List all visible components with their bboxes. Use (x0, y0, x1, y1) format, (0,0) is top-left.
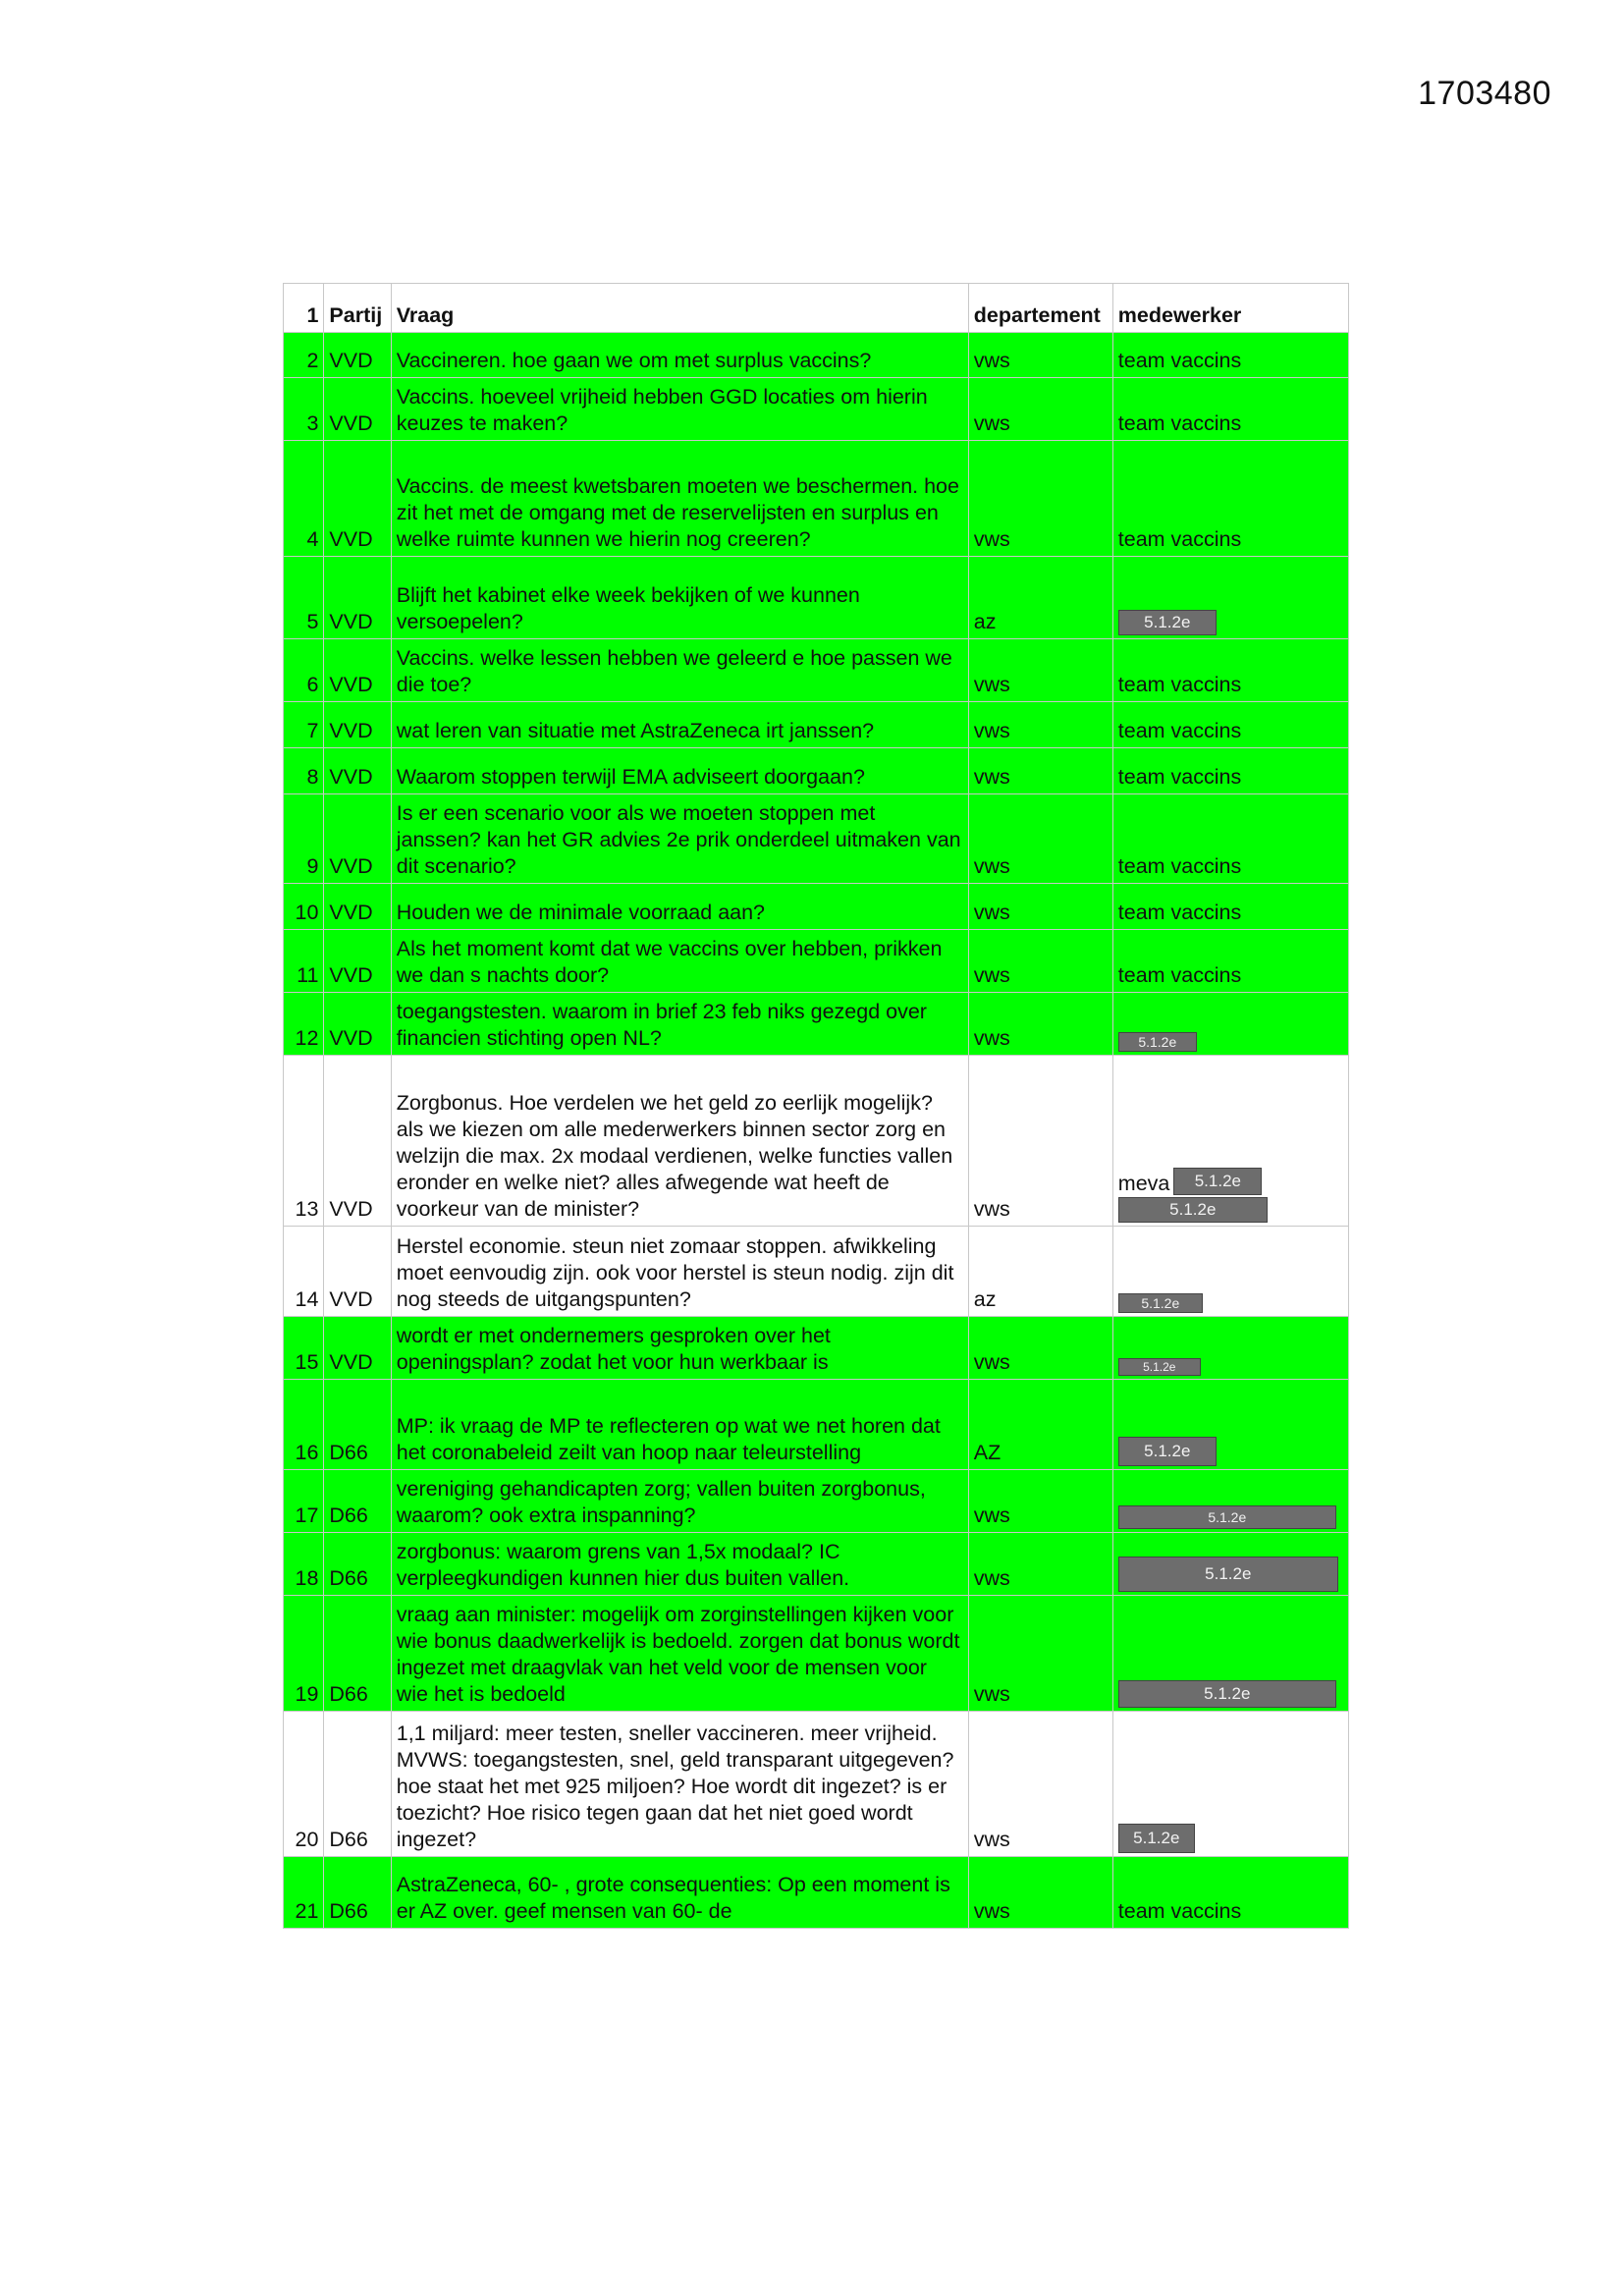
table-row (284, 930, 1349, 993)
employee-stack (1118, 1168, 1343, 1223)
table-row (284, 1380, 1349, 1470)
department-cell: vws (968, 1056, 1112, 1227)
employee-cell (1112, 557, 1348, 639)
row-number: 9 (284, 794, 324, 884)
row-number: 4 (284, 441, 324, 557)
department-cell: vws (968, 748, 1112, 794)
question-cell: toegangstesten. waarom in brief 23 feb niks gezegd over financien stichting open NL? (391, 993, 968, 1056)
question-cell: AstraZeneca, 60- , grote consequenties: Op een moment is er AZ over. geef mensen van 60- de (391, 1857, 968, 1929)
question-cell: MP: ik vraag de MP te reflecteren op wat we net horen dat het coronabeleid zeilt van hoop naar teleurstelling (391, 1380, 968, 1470)
employee-cell (1112, 1712, 1348, 1857)
question-cell: vraag aan minister: mogelijk om zorginstellingen kijken voor wie bonus daadwerkelijk is bedoeld. zorgen dat bonus wordt ingezet met draagvlak van het veld voor de mensen voor wie het is bedoeld (391, 1596, 968, 1712)
party-cell: VVD (324, 557, 391, 639)
row-number: 17 (284, 1470, 324, 1533)
party-cell: VVD (324, 993, 391, 1056)
question-cell: wat leren van situatie met AstraZeneca irt janssen? (391, 702, 968, 748)
redaction-box: 5.1.2e (1118, 1293, 1203, 1313)
party-cell: VVD (324, 1317, 391, 1380)
row-number: 21 (284, 1857, 324, 1929)
department-cell: vws (968, 702, 1112, 748)
header-question: Vraag (391, 284, 968, 333)
table-row (284, 441, 1349, 557)
department-cell: vws (968, 884, 1112, 930)
table-row (284, 993, 1349, 1056)
party-cell: D66 (324, 1470, 391, 1533)
employee-prefix: meva (1117, 1172, 1170, 1195)
table-row (284, 1317, 1349, 1380)
row-number: 10 (284, 884, 324, 930)
row-number: 13 (284, 1056, 324, 1227)
question-cell: 1,1 miljard: meer testen, sneller vaccineren. meer vrijheid. MVWS: toegangstesten, snel, geld transparant uitgegeven? hoe staat het met 925 miljoen? Hoe wordt dit ingezet? is er toezicht? Hoe risico tegen gaan dat het niet goed wordt ingezet? (391, 1712, 968, 1857)
party-cell: D66 (324, 1712, 391, 1857)
questions-table (283, 283, 1349, 1929)
employee-cell: team vaccins (1112, 1857, 1348, 1929)
employee-cell: team vaccins (1112, 748, 1348, 794)
employee-cell: team vaccins (1112, 441, 1348, 557)
row-number: 5 (284, 557, 324, 639)
redaction-box: 5.1.2e (1173, 1168, 1262, 1195)
question-cell: Is er een scenario voor als we moeten stoppen met janssen? kan het GR advies 2e prik onderdeel uitmaken van dit scenario? (391, 794, 968, 884)
department-cell: vws (968, 1596, 1112, 1712)
question-cell: Vaccineren. hoe gaan we om met surplus vaccins? (391, 333, 968, 378)
party-cell: VVD (324, 441, 391, 557)
redaction-box: 5.1.2e (1118, 1437, 1217, 1466)
department-cell: vws (968, 441, 1112, 557)
table-row (284, 702, 1349, 748)
redaction-box: 5.1.2e (1118, 1505, 1336, 1529)
table-row (284, 1533, 1349, 1596)
department-cell: vws (968, 993, 1112, 1056)
row-number: 16 (284, 1380, 324, 1470)
department-cell: az (968, 557, 1112, 639)
question-cell: Vaccins. welke lessen hebben we geleerd e hoe passen we die toe? (391, 639, 968, 702)
department-cell: vws (968, 639, 1112, 702)
redaction-box: 5.1.2e (1118, 1824, 1195, 1853)
row-number: 20 (284, 1712, 324, 1857)
redaction-box: 5.1.2e (1118, 1680, 1336, 1708)
party-cell: D66 (324, 1596, 391, 1712)
redaction-box: 5.1.2e (1118, 1557, 1338, 1592)
row-number: 11 (284, 930, 324, 993)
department-cell: vws (968, 333, 1112, 378)
question-cell: Blijft het kabinet elke week bekijken of we kunnen versoepelen? (391, 557, 968, 639)
party-cell: VVD (324, 1227, 391, 1317)
row-number: 18 (284, 1533, 324, 1596)
row-number: 15 (284, 1317, 324, 1380)
question-cell: wordt er met ondernemers gesproken over het openingsplan? zodat het voor hun werkbaar is (391, 1317, 968, 1380)
department-cell: AZ (968, 1380, 1112, 1470)
redaction-box: 5.1.2e (1118, 1197, 1268, 1223)
redaction-box: 5.1.2e (1118, 1032, 1197, 1052)
party-cell: VVD (324, 794, 391, 884)
question-cell: Waarom stoppen terwijl EMA adviseert doorgaan? (391, 748, 968, 794)
employee-cell (1112, 1227, 1348, 1317)
redaction-box: 5.1.2e (1118, 1358, 1201, 1376)
row-number: 14 (284, 1227, 324, 1317)
row-number: 8 (284, 748, 324, 794)
table-row (284, 1712, 1349, 1857)
employee-cell: team vaccins (1112, 930, 1348, 993)
question-cell: Herstel economie. steun niet zomaar stoppen. afwikkeling moet eenvoudig zijn. ook voor herstel is steun nodig. zijn dit nog steeds de uitgangspunten? (391, 1227, 968, 1317)
row-number: 6 (284, 639, 324, 702)
question-cell: Vaccins. de meest kwetsbaren moeten we beschermen. hoe zit het met de omgang met de reservelijsten en surplus en welke ruimte kunnen we hierin nog creeren? (391, 441, 968, 557)
table-row (284, 557, 1349, 639)
table-row (284, 333, 1349, 378)
question-cell: zorgbonus: waarom grens van 1,5x modaal? IC verpleegkundigen kunnen hier dus buiten vallen. (391, 1533, 968, 1596)
party-cell: D66 (324, 1380, 391, 1470)
table-row (284, 639, 1349, 702)
row-number: 2 (284, 333, 324, 378)
table-row (284, 1596, 1349, 1712)
header-row-number: 1 (284, 284, 324, 333)
employee-cell (1112, 1380, 1348, 1470)
party-cell: D66 (324, 1857, 391, 1929)
document-number: 1703480 (1418, 75, 1551, 112)
question-cell: Als het moment komt dat we vaccins over hebben, prikken we dan s nachts door? (391, 930, 968, 993)
table-row (284, 794, 1349, 884)
question-cell: Zorgbonus. Hoe verdelen we het geld zo eerlijk mogelijk? als we kiezen om alle mederwerkers binnen sector zorg en welzijn die max. 2x modaal verdienen, welke functies vallen eronder en welke niet? alles afwegende wat heeft de voorkeur van de minister? (391, 1056, 968, 1227)
department-cell: vws (968, 1470, 1112, 1533)
employee-cell: team vaccins (1112, 884, 1348, 930)
employee-cell: team vaccins (1112, 639, 1348, 702)
table-row (284, 1857, 1349, 1929)
question-cell: vereniging gehandicapten zorg; vallen buiten zorgbonus, waarom? ook extra inspanning? (391, 1470, 968, 1533)
party-cell: VVD (324, 930, 391, 993)
table-row (284, 748, 1349, 794)
table-row (284, 1470, 1349, 1533)
table-row (284, 1227, 1349, 1317)
employee-cell (1112, 1317, 1348, 1380)
department-cell: vws (968, 378, 1112, 441)
department-cell: vws (968, 794, 1112, 884)
party-cell: VVD (324, 748, 391, 794)
department-cell: vws (968, 1857, 1112, 1929)
table-row (284, 1056, 1349, 1227)
row-number: 19 (284, 1596, 324, 1712)
question-cell: Houden we de minimale voorraad aan? (391, 884, 968, 930)
redaction-box: 5.1.2e (1118, 610, 1217, 635)
employee-cell: team vaccins (1112, 794, 1348, 884)
party-cell: VVD (324, 378, 391, 441)
header-employee: medewerker (1112, 284, 1348, 333)
row-number: 7 (284, 702, 324, 748)
party-cell: VVD (324, 639, 391, 702)
department-cell: vws (968, 1533, 1112, 1596)
employee-cell: team vaccins (1112, 378, 1348, 441)
row-number: 3 (284, 378, 324, 441)
header-department: departement (968, 284, 1112, 333)
employee-cell (1112, 993, 1348, 1056)
party-cell: VVD (324, 1056, 391, 1227)
party-cell: VVD (324, 884, 391, 930)
table-row (284, 884, 1349, 930)
question-cell: Vaccins. hoeveel vrijheid hebben GGD locaties om hierin keuzes te maken? (391, 378, 968, 441)
employee-cell (1112, 1470, 1348, 1533)
employee-cell: team vaccins (1112, 702, 1348, 748)
employee-cell (1112, 1533, 1348, 1596)
employee-cell (1112, 1056, 1348, 1227)
department-cell: az (968, 1227, 1112, 1317)
employee-line (1118, 1168, 1343, 1195)
department-cell: vws (968, 1712, 1112, 1857)
table-row (284, 378, 1349, 441)
party-cell: VVD (324, 333, 391, 378)
employee-cell: team vaccins (1112, 333, 1348, 378)
header-party: Partij (324, 284, 391, 333)
row-number: 12 (284, 993, 324, 1056)
party-cell: VVD (324, 702, 391, 748)
department-cell: vws (968, 930, 1112, 993)
party-cell: D66 (324, 1533, 391, 1596)
department-cell: vws (968, 1317, 1112, 1380)
employee-cell (1112, 1596, 1348, 1712)
table-header-row (284, 284, 1349, 333)
